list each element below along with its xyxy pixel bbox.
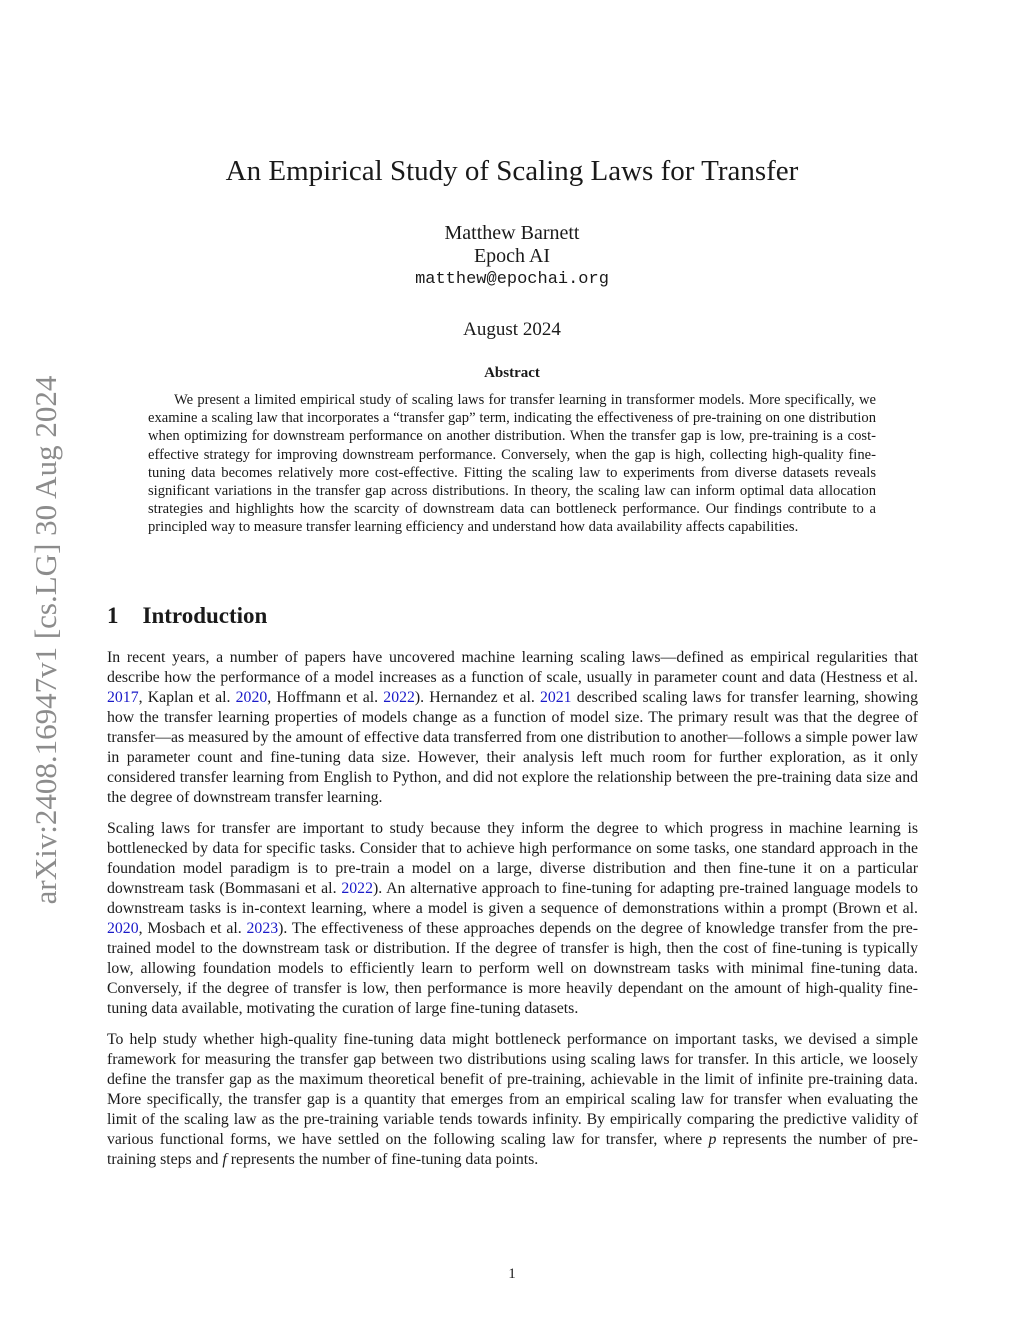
citation-link[interactable]: 2021 [539, 689, 572, 706]
citation-link[interactable]: 2020 [235, 689, 268, 706]
text-run: ). Hernandez et al. [414, 689, 540, 706]
variable-p: p [708, 1131, 717, 1148]
paragraph-2 [107, 819, 918, 1019]
section-number: 1 [107, 603, 119, 628]
abstract-heading: Abstract [484, 365, 540, 381]
arxiv-identifier: arXiv:2408.16947v1 [cs.LG] 30 Aug 2024 [28, 375, 63, 905]
text-run: In recent years, a number of papers have uncovered machine learning scaling laws—defined as empirical regularities that describe how the performance of a model increases as a function of scale, usually in parameter count and data (Hestness et al. [107, 649, 918, 686]
citation-link[interactable]: 2022 [383, 689, 415, 706]
author-email: matthew@epochai.org [415, 270, 609, 289]
section-title: Introduction [142, 603, 268, 628]
citation-link[interactable]: 2023 [246, 920, 279, 937]
citation-link[interactable]: 2020 [107, 920, 139, 937]
citation-link[interactable]: 2022 [341, 880, 373, 897]
text-run: ). An alternative approach to fine-tuning for adapting pre-trained language models to downstream tasks is in-context learning, where a model is given a sequence of demonstrations within a prompt (Brown et al. [107, 880, 918, 917]
variable-f: f [222, 1151, 227, 1168]
paragraph-3 [107, 1030, 918, 1170]
text-run: , Hoffmann et al. [267, 689, 384, 706]
text-run: described scaling laws for transfer learning, showing how the transfer learning properties of models change as a function of model size. The primary result was that the degree of transfer—as measured by the amount of effective data transferred from one distribution to another—follows a simple power law in parameter count and fine-tuning data size. However, their analysis left much room for further exploration, as it only considered transfer learning from English to Python, and did not explore the relationship between the pre-training data size and the degree of downstream transfer learning. [107, 689, 918, 806]
paragraph-1 [107, 648, 918, 808]
text-run: represents the number of pre-training steps and [107, 1131, 918, 1168]
abstract-text: We present a limited empirical study of scaling laws for transfer learning in transformer models. More specifically, we examine a scaling law that incorporates a “transfer gap” term, indicating the effectiveness of pre-training on one distribution when optimizing for downstream performance on another distribution. When the transfer gap is low, pre-training is a cost-effective strategy for improving downstream performance. Conversely, when the gap is high, collecting high-quality fine-tuning data becomes relatively more cost-effective. Fitting the scaling law to experiments from diverse datasets reveals significant variations in the transfer gap across distributions. In theory, the scaling law can inform optimal data allocation strategies and highlights how the scarcity of downstream data can bottleneck performance. Our findings contribute to a principled way to measure transfer learning efficiency and understand how data availability affects capabilities. [148, 392, 876, 536]
text-run: To help study whether high-quality fine-tuning data might bottleneck performance on important tasks, we devised a simple framework for measuring the transfer gap between two distributions using scaling laws for transfer. In this article, we loosely define the transfer gap as the maximum theoretical benefit of pre-training, achievable in the limit of infinite pre-training data. More specifically, the transfer gap is a quantity that emerges from an empirical scaling law for transfer when evaluating the limit of the scaling law as the pre-training variable tends towards infinity. By empirically comparing the predictive validity of various functional forms, we have settled on the following scaling law for transfer, where [107, 1031, 918, 1148]
text-run: Scaling laws for transfer are important to study because they inform the degree to which progress in machine learning is bottlenecked by data for specific tasks. Consider that to achieve high performance on some tasks, one standard approach in the foundation model paradigm is to pre-train a model on a large, diverse distribution and then fine-tune it on a particular downstream task (Bommasani et al. [107, 820, 918, 897]
author-name: Matthew Barnett [444, 222, 580, 244]
text-run: represents the number of fine-tuning data points. [226, 1151, 539, 1168]
text-run: ). The effectiveness of these approaches depends on the degree of knowledge transfer from the pre-trained model to the downstream task or distribution. If the degree of transfer is high, then the cost of fine-tuning is typically low, allowing foundation models to efficiently learn to perform well on downstream tasks with minimal fine-tuning data. Conversely, if the degree of transfer is low, then performance is more heavily dependant on the amount of high-quality fine-tuning data available, motivating the curation of large fine-tuning datasets. [107, 920, 918, 1017]
section-heading [107, 603, 267, 629]
paper-title: An Empirical Study of Scaling Laws for Transfer [225, 155, 799, 187]
body-text [107, 648, 918, 1181]
text-run: , Kaplan et al. [138, 689, 236, 706]
citation-link[interactable]: 2017 [107, 689, 139, 706]
author-block [0, 222, 1024, 291]
author-affiliation: Epoch AI [473, 245, 551, 267]
page-number: 1 [508, 1266, 516, 1282]
publication-date: August 2024 [463, 319, 561, 340]
text-run: , Mosbach et al. [138, 920, 247, 937]
